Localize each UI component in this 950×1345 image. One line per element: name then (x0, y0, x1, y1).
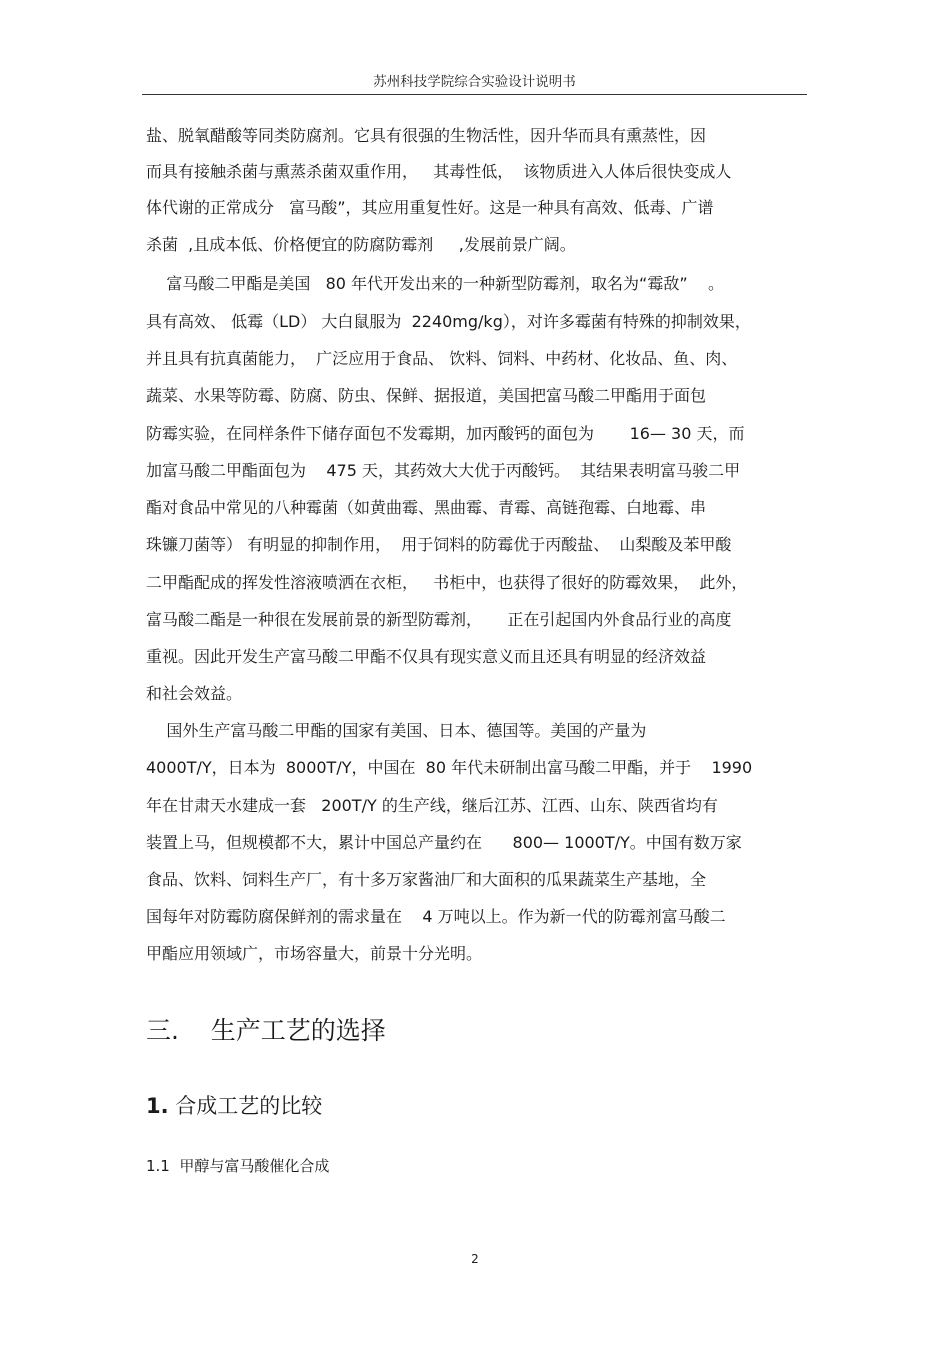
subsection-heading (146, 1090, 322, 1120)
text-line: 具有高效、 低霉（LD） 大白鼠服为 2240mg/kg），对许多霉菌有特殊的抑制效果， (146, 312, 751, 331)
text-line: 而具有接触杀菌与熏蒸杀菌双重作用， 其毒性低， 该物质进入人体后很快变成人 (146, 162, 732, 181)
text-line: 珠镰刀菌等） 有明显的抑制作用， 用于饲料的防霉优于丙酸盐、 山梨酸及苯甲酸 (146, 535, 732, 554)
text-line: 蔬菜、水果等防霉、防腐、防虫、保鲜、据报道，美国把富马酸二甲酯用于面包 (146, 386, 707, 405)
text-line: 和社会效益。 (146, 684, 243, 703)
text-line: 国外生产富马酸二甲酯的国家有美国、日本、德国等。美国的产量为 (146, 721, 647, 740)
text-line: 国每年对防霉防腐保鲜剂的需求量在 4 万吨以上。作为新一代的防霉剂富马酸二 (146, 907, 726, 926)
text-line: 重视。因此开发生产富马酸二甲酯不仅具有现实意义而且还具有明显的经济效益 (146, 647, 707, 666)
text-line: 甲酯应用领域广，市场容量大，前景十分光明。 (146, 944, 483, 963)
text-line: 防霉实验，在同样条件下储存面包不发霉期，加丙酸钙的面包为 16— 30 天，而 (146, 424, 745, 443)
text-line: 年在甘肃天水建成一套 200T/Y 的生产线，继后江苏、江西、山东、陕西省均有 (146, 796, 718, 815)
section-title: 生产工艺的选择 (210, 1016, 386, 1045)
header-divider (142, 94, 807, 95)
text-line: 杀菌 ,且成本低、价格便宜的防腐防霉剂 ,发展前景广阔。 (146, 235, 576, 254)
section-number: 三. (146, 1016, 179, 1045)
section-heading (146, 1011, 386, 1047)
subsubsection-title: 甲醇与富马酸催化合成 (179, 1157, 330, 1175)
text-line: 装置上马，但规模都不大，累计中国总产量约在 800— 1000T/Y。中国有数万家 (146, 833, 742, 852)
text-line: 富马酸二甲酯是美国 80 年代开发出来的一种新型防霉剂，取名为“霉敌” 。 (146, 274, 724, 293)
text-line: 食品、饮料、饲料生产厂，有十多万家酱油厂和大面积的瓜果蔬菜生产基地，全 (146, 870, 707, 889)
text-line: 酯对食品中常见的八种霉菌（如黄曲霉、黑曲霉、青霉、高链孢霉、白地霉、串 (146, 498, 707, 517)
text-line: 加富马酸二甲酯面包为 475 天，其药效大大优于丙酸钙。 其结果表明富马骏二甲 (146, 461, 741, 480)
text-line: 二甲酯配成的挥发性溶液喷洒在衣柜， 书柜中，也获得了很好的防霉效果， 此外， (146, 573, 748, 592)
text-line: 4000T/Y，日本为 8000T/Y，中国在 80 年代未研制出富马酸二甲酯，并于 1990 (146, 758, 753, 777)
text-line: 盐、脱氧醋酸等同类防腐剂。它具有很强的生物活性，因升华而具有熏蒸性，因 (146, 126, 707, 145)
text-line: 富马酸二酯是一种很在发展前景的新型防霉剂， 正在引起国内外食品行业的高度 (146, 610, 732, 629)
page-header-title: 苏州科技学院综合实验设计说明书 (373, 74, 576, 90)
subsubsection-heading (146, 1155, 329, 1176)
subsection-number: 1. (146, 1094, 169, 1118)
subsection-title: 合成工艺的比较 (175, 1094, 323, 1118)
text-line: 并且具有抗真菌能力， 广泛应用于食品、 饮料、饲料、中药材、化妆品、鱼、肉、 (146, 349, 738, 368)
page-number: 2 (471, 1252, 479, 1266)
text-line: 体代谢的正常成分 富马酸”，其应用重复性好。这是一种具有高效、低毒、广谱 (146, 198, 714, 217)
subsubsection-number: 1.1 (146, 1157, 170, 1175)
